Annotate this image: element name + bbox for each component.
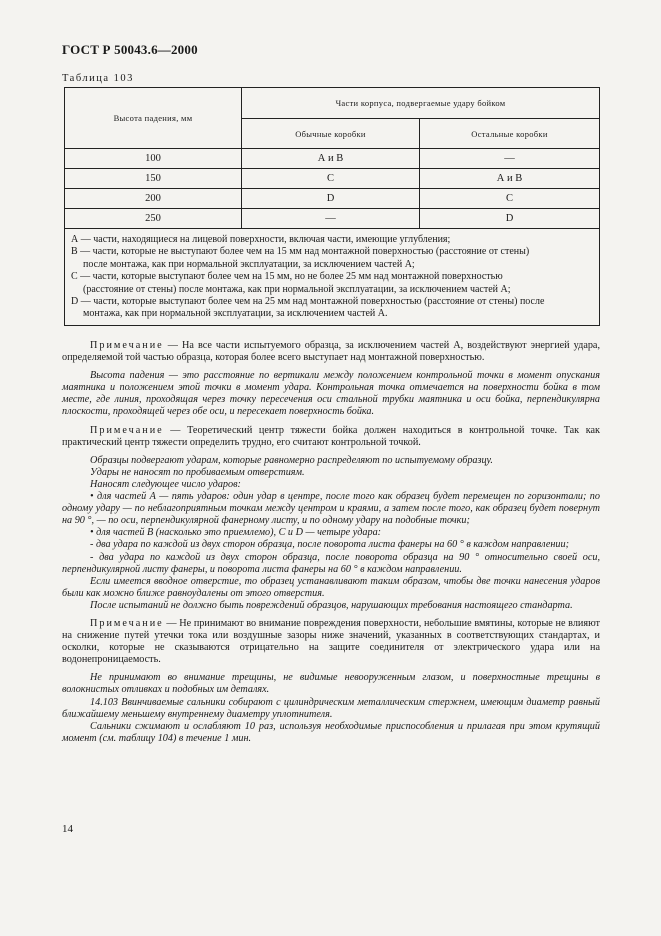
paragraph: После испытаний не должно быть повреждений образцов, нарушающих требования настоящего стандарта. — [90, 599, 573, 611]
paragraph: Образцы подвергают ударам, которые равномерно распределяют по испытуемому образцу. — [90, 454, 493, 466]
cell-height: 150 — [65, 169, 242, 189]
paragraph: 14.103 Ввинчиваемые сальники собирают с цилиндрическим металлическим стержнем, имеющим диаметр равный ближайшему меньшему внутреннему диаметру уплотнителя. — [62, 696, 600, 720]
paragraph: Удары не наносят по пробиваемым отверстиям. — [90, 466, 305, 478]
table-notes — [65, 229, 600, 326]
table-row — [65, 149, 600, 169]
note-b: В — части, которые не выступают более чем на 15 мм над монтажной поверхностью (расстояние от стены) — [71, 246, 530, 258]
header-fall-height: Высота падения, мм — [65, 88, 242, 149]
list-item: • для частей В (насколько это приемлемо), С и D — четыре удара: — [90, 527, 382, 539]
note-d: D — части, которые выступают более чем на 25 мм над монтажной поверхностью (расстояние от стены) после — [71, 296, 545, 308]
note-b-cont: после монтажа, как при нормальной эксплуатации, за исключением частей А; — [83, 258, 415, 270]
paragraph: Если имеется вводное отверстие, то образец устанавливают таким образом, чтобы две точки нанесения ударов были как можно ближе равноудалены от этого отверстия. — [62, 575, 600, 599]
cell-normal: С — [242, 169, 420, 189]
cell-height: 200 — [65, 189, 242, 209]
paragraph: Не принимают во внимание трещины, не видимые невооруженным глазом, и поверхностные трещины в волокнистых отливках и подобных им деталях. — [62, 672, 600, 696]
cell-normal: — — [242, 209, 420, 229]
body-text — [62, 340, 600, 745]
paragraph: Сальники сжимают и ослабляют 10 раз, используя необходимые приспособления и прилагая при этом крутящий момент (см. таблицу 104) в течение 1 мин. — [62, 720, 600, 744]
cell-other: А и В — [420, 169, 600, 189]
note-paragraph-1: Примечание — На все части испытуемого образца, за исключением частей А, воздействуют энергией удара, определяемой той частью образца, которая более всего выступает над монтажной поверхностью. — [62, 340, 600, 364]
fall-height-table — [64, 87, 600, 326]
list-item: • для частей А — пять ударов: один удар в центре, после того как образец будет перемещен по горизонтали; по одному удару — по неблагоприятным точкам между центром и краями, а затем после того, как образец будет повернут на 90 °, — по оси, перпендикулярной фанерному листу, и по одному удару на подобные точки; — [62, 491, 600, 527]
table-row — [65, 209, 600, 229]
cell-other: С — [420, 189, 600, 209]
note-paragraph-3: Примечание — Не принимают во внимание повреждения поверхности, небольшие вмятины, которые не влияют на снижение путей утечки тока или воздушные зазоры ниже значений, указанных в соответствующих стандартах, и осколки, которые не сказываются отрицательно на защите соединителя от электрического удара или на водонепроницаемость. — [62, 617, 600, 666]
table-row — [65, 189, 600, 209]
paragraph: Наносят следующее число ударов: — [90, 478, 241, 490]
header-normal-boxes: Обычные коробки — [242, 119, 420, 149]
list-item: - два удара по каждой из двух сторон образца, после поворота листа фанеры на 60 ° в каждом направлении; — [90, 539, 570, 551]
header-housing-parts: Части корпуса, подвергаемые удару бойком — [242, 88, 600, 119]
cell-height: 250 — [65, 209, 242, 229]
cell-normal: А и В — [242, 149, 420, 169]
table-title: Таблица 103 — [62, 73, 134, 84]
cell-normal: D — [242, 189, 420, 209]
note-paragraph-2: Примечание — Теоретический центр тяжести бойка должен находиться в контрольной точке. Так как практический центр тяжести определить трудно, его считают контрольной точкой. — [62, 424, 600, 448]
note-c-cont: (расстояние от стены) после монтажа, как при нормальной эксплуатации, за исключением частей А; — [83, 283, 511, 295]
list-item: - два удара по каждой из двух сторон образца, после поворота образца на 90 ° относительно своей оси, перпендикулярной листу фанеры, и поворота листа фанеры на 60 ° в каждом направлении. — [62, 551, 600, 575]
cell-other: D — [420, 209, 600, 229]
note-d-cont: монтажа, как при нормальной эксплуатации, за исключением частей А. — [83, 308, 388, 320]
page-number: 14 — [62, 823, 73, 835]
note-a: А — части, находящиеся на лицевой поверхности, включая части, имеющие углубления; — [71, 234, 451, 245]
paragraph-fall-height: Высота падения — это расстояние по вертикали между положением контрольной точки в момент опускания маятника и положением этой точки в момент удара. Контрольная точка отмечается на поверхности бойка в том месте, где линия, проходящая через точку пересечения оси стальной трубки маятника и оси бойка, перпендикулярна плоскости, проходящей через обе оси, и пересекает поверхность бойка. — [62, 370, 601, 418]
document-header: ГОСТ Р 50043.6—2000 — [62, 42, 198, 57]
cell-height: 100 — [65, 149, 242, 169]
header-other-boxes: Остальные коробки — [420, 119, 600, 149]
table-row — [65, 169, 600, 189]
cell-other: — — [420, 149, 600, 169]
note-c: С — части, которые выступают более чем на 15 мм, но не более 25 мм над монтажной поверхностью — [71, 271, 503, 283]
